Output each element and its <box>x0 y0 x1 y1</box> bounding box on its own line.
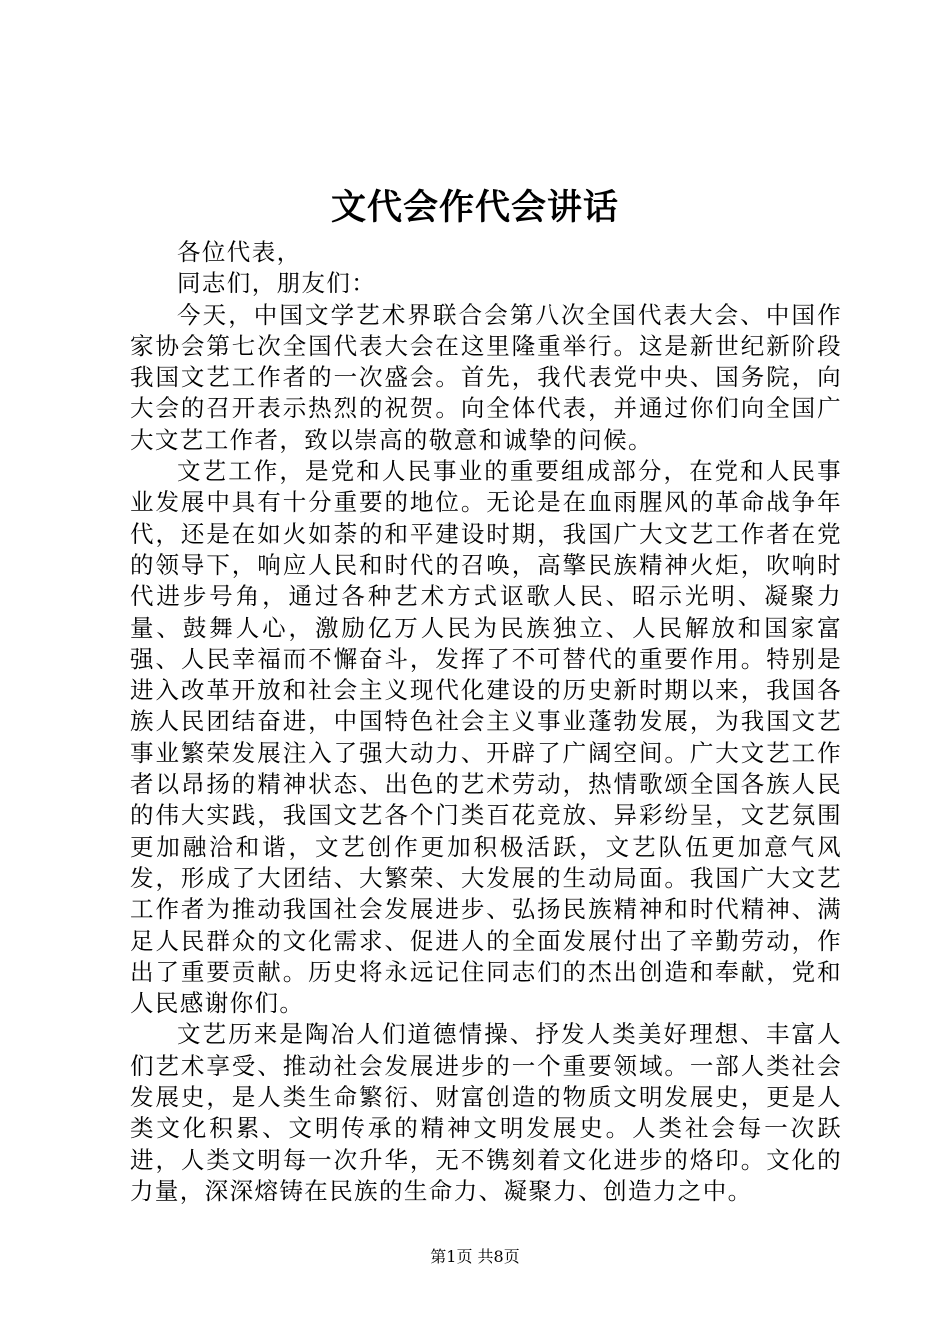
body-paragraph: 文艺历来是陶冶人们道德情操、抒发人类美好理想、丰富人们艺术享受、推动社会发展进步的一个重要领域。一部人类社会发展史，是人类生命繁衍、财富创造的物质文明发展史，更是人类文化积累、文明传承的精神文明发展史。人类社会每一次跃进，人类文明每一次升华，无不镌刻着文化进步的烙印。文化的力量，深深熔铸在民族的生命力、凝聚力、创造力之中。 <box>130 1020 842 1205</box>
body-paragraph: 今天，中国文学艺术界联合会第八次全国代表大会、中国作家协会第七次全国代表大会在这里隆重举行。这是新世纪新阶段我国文艺工作者的一次盛会。首先，我代表党中央、国务院，向大会的召开表示热烈的祝贺。向全体代表，并通过你们向全国广大文艺工作者，致以崇高的敬意和诚挚的问候。 <box>130 300 842 454</box>
salutation-paragraph: 各位代表， <box>177 238 302 266</box>
document-title: 文代会作代会讲话 <box>330 187 619 228</box>
page-number-footer: 第1页 共8页 <box>430 1247 520 1266</box>
body-paragraph: 文艺工作，是党和人民事业的重要组成部分，在党和人民事业发展中具有十分重要的地位。无论是在血雨腥风的革命战争年代，还是在如火如荼的和平建设时期，我国广大文艺工作者在党的领导下，响应人民和时代的召唤，高擎民族精神火炬，吹响时代进步号角，通过各种艺术方式讴歌人民、昭示光明、凝聚力量、鼓舞人心，激励亿万人民为民族独立、人民解放和国家富强、人民幸福而不懈奋斗，发挥了不可替代的重要作用。特别是进入改革开放和社会主义现代化建设的历史新时期以来，我国各族人民团结奋进，中国特色社会主义事业蓬勃发展，为我国文艺事业繁荣发展注入了强大动力、开辟了广阔空间。广大文艺工作者以昂扬的精神状态、出色的艺术劳动，热情歌颂全国各族人民的伟大实践，我国文艺各个门类百花竞放、异彩纷呈，文艺氛围更加融洽和谐，文艺创作更加积极活跃，文艺队伍更加意气风发，形成了大团结、大繁荣、大发展的生动局面。我国广大文艺工作者为推动我国社会发展进步、弘扬民族精神和时代精神、满足人民群众的文化需求、促进人的全面发展付出了辛勤劳动，作出了重要贡献。历史将永远记住同志们的杰出创造和奉献，党和人民感谢你们。 <box>130 457 842 1018</box>
salutation-paragraph: 同志们，朋友们： <box>177 269 377 298</box>
document-body <box>130 237 842 1207</box>
